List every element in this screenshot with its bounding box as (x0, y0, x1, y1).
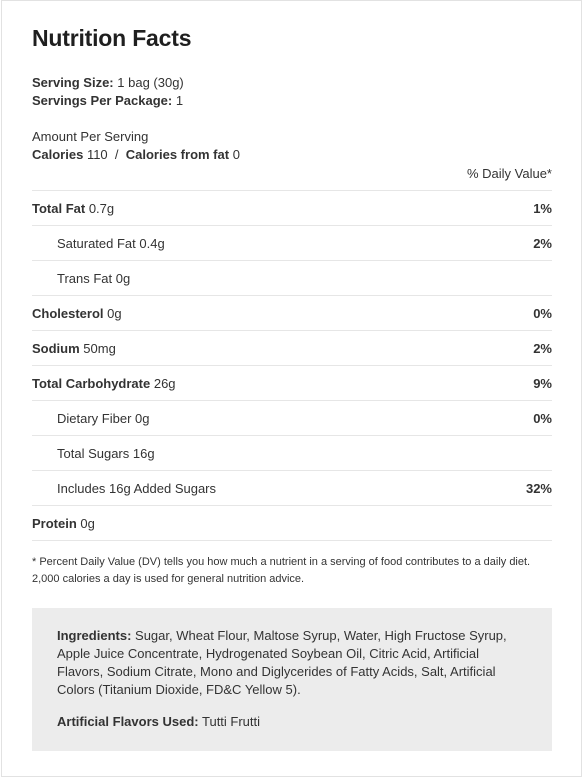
servings-per-package-value: 1 (175, 93, 184, 108)
daily-value-footnote: * Percent Daily Value (DV) tells you how much a nutrient in a serving of food contributes to a daily diet. 2,000 calories a day is used for general nutrition advice. (32, 556, 531, 585)
artificial-flavors-line (57, 713, 527, 731)
nutrition-panel (1, 0, 582, 777)
nutrient-amount: 0.4g (139, 235, 165, 251)
nutrient-label: Trans Fat (57, 270, 113, 286)
ingredients-label: Ingredients: (57, 628, 132, 643)
nutrient-row-sodium (32, 330, 552, 365)
amount-per-serving-header: Amount Per Serving (32, 129, 149, 144)
nutrient-row-total-carbohydrate (32, 365, 552, 400)
nutrient-row-cholesterol (32, 295, 552, 330)
calories-label: Calories (32, 147, 84, 162)
nutrient-row-added-sugars (32, 470, 552, 505)
nutrient-row-saturated-fat (32, 225, 552, 260)
nutrient-label: Sodium (32, 340, 80, 356)
calories-value: 110 (86, 147, 108, 162)
nutrient-row-dietary-fiber (32, 400, 552, 435)
nutrient-daily-value: 2% (533, 235, 552, 251)
ingredients-list: Sugar, Wheat Flour, Maltose Syrup, Water, High Fructose Syrup, Apple Juice Concentrate, Hydrogenated Soybean Oil, Citric Acid, Artificial Flavors, Sodium Citrate, Mono and Diglycerides of Fatty Acids, Salt, Artificial Colors (Titanium Dioxide, FD&C Yellow 5). (57, 628, 507, 697)
calories-from-fat-label: Calories from fat (125, 147, 230, 162)
serving-size-value: 1 bag (30g) (117, 75, 184, 90)
nutrient-label: Dietary Fiber (57, 410, 132, 426)
nutrient-label: Cholesterol (32, 305, 104, 321)
artificial-flavors-value: Tutti Frutti (202, 714, 261, 729)
nutrient-amount: 16g (132, 445, 155, 461)
nutrient-amount: 0g (135, 410, 150, 426)
nutrient-amount: 0.7g (88, 200, 115, 216)
nutrient-label: Total Sugars (57, 445, 130, 461)
artificial-flavors-label: Artificial Flavors Used: (57, 714, 199, 729)
servings-per-package-label: Servings Per Package: (32, 93, 173, 108)
nutrient-label: Includes 16g Added Sugars (57, 480, 217, 496)
nutrient-daily-value: 0% (533, 305, 552, 321)
nutrient-amount: 0g (107, 305, 122, 321)
ingredients-box (32, 608, 552, 751)
daily-value-header: % Daily Value* (466, 166, 552, 181)
nutrient-row-total-fat (32, 190, 552, 225)
nutrient-table (32, 190, 552, 541)
serving-size-label: Serving Size: (32, 75, 114, 90)
nutrient-amount: 26g (153, 375, 176, 391)
ingredients-text (57, 627, 527, 699)
nutrition-facts-title: Nutrition Facts (32, 25, 192, 51)
nutrient-amount: 0g (115, 270, 131, 286)
nutrient-label: Protein (32, 515, 77, 531)
nutrient-row-protein (32, 505, 552, 541)
nutrient-row-trans-fat (32, 260, 552, 295)
nutrient-amount: 0g (80, 515, 95, 531)
nutrient-label: Total Carbohydrate (32, 375, 151, 391)
nutrient-daily-value: 1% (533, 200, 552, 216)
nutrient-label: Total Fat (32, 200, 86, 216)
nutrient-daily-value: 2% (533, 340, 552, 356)
nutrient-label: Saturated Fat (57, 235, 136, 251)
nutrient-row-total-sugars (32, 435, 552, 470)
calories-from-fat-value: 0 (232, 147, 240, 162)
nutrient-daily-value: 32% (525, 480, 552, 496)
calories-line (32, 146, 240, 164)
serving-size-line (32, 74, 184, 92)
nutrient-daily-value: 0% (533, 410, 552, 426)
nutrient-daily-value: 9% (533, 375, 552, 391)
nutrient-amount: 50mg (83, 340, 116, 356)
calories-separator: / (114, 147, 119, 162)
servings-per-package-line (32, 92, 183, 110)
